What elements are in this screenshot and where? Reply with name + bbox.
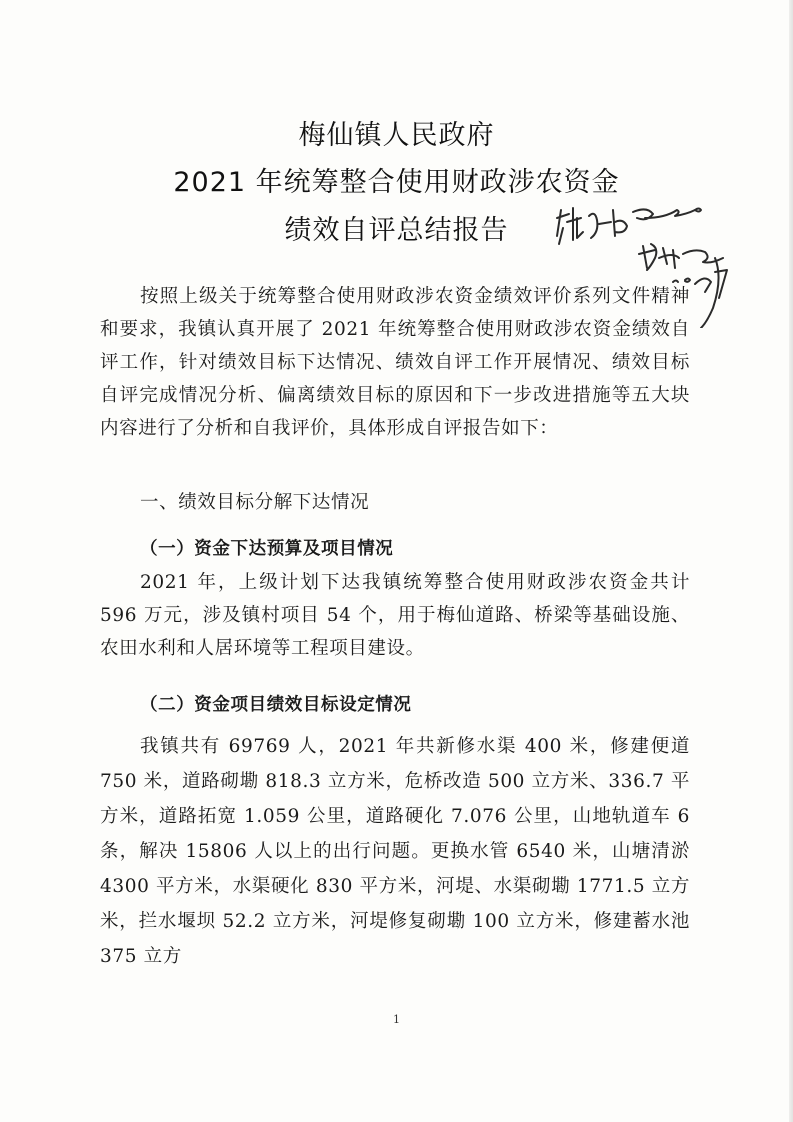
handwritten-signature — [555, 188, 755, 328]
scan-edge-shadow — [789, 0, 793, 1122]
page-number: 1 — [393, 1013, 400, 1026]
section-heading-1: 一、绩效目标分解下达情况 — [140, 492, 370, 513]
intro-paragraph: 按照上级关于统筹整合使用财政涉农资金绩效评价系列文件精神和要求，我镇认真开展了 2021 年统筹整合使用财政涉农资金绩效自评工作，针对绩效目标下达情况、绩效自评工作开展情况、绩效目标自评完成情况分析、偏离绩效目标的原因和下一步改进措施等五大块内容进行了分析和自我评价，具体形成自评报告如下： — [100, 286, 690, 439]
paragraph-performance-targets: 我镇共有 69769 人，2021 年共新修水渠 400 米，修建便道 750 米，道路砌墈 818.3 立方米，危桥改造 500 立方米、336.7 平方米，道路拓宽 1.059 公里，道路硬化 7.076 公里，山地轨道车 6 条，解决 15806 人以上的出行问题。更换水管 6540 米，山塘清淤 4300 平方米，水渠硬化 830 平方米，河堤、水渠砌墈 1771.5 立方米，拦水堰坝 52.2 立方米，河堤修复砌墈 100 立方米，修建蓄水池 375 立方 — [100, 736, 690, 967]
title-line-1: 梅仙镇人民政府 — [298, 120, 495, 151]
subsection-heading-1: （一）资金下达预算及项目情况 — [140, 539, 394, 559]
subsection-heading-2: （二）资金项目绩效目标设定情况 — [140, 695, 412, 715]
title-line-3: 绩效自评总结报告 — [284, 215, 509, 246]
paragraph-funds-budget: 2021 年，上级计划下达我镇统筹整合使用财政涉农资金共计 596 万元，涉及镇村项目 54 个，用于梅仙道路、桥梁等基础设施、农田水利和人居环境等工程项目建设。 — [100, 572, 690, 659]
title-line-2: 2021 年统筹整合使用财政涉农资金 — [173, 167, 620, 198]
